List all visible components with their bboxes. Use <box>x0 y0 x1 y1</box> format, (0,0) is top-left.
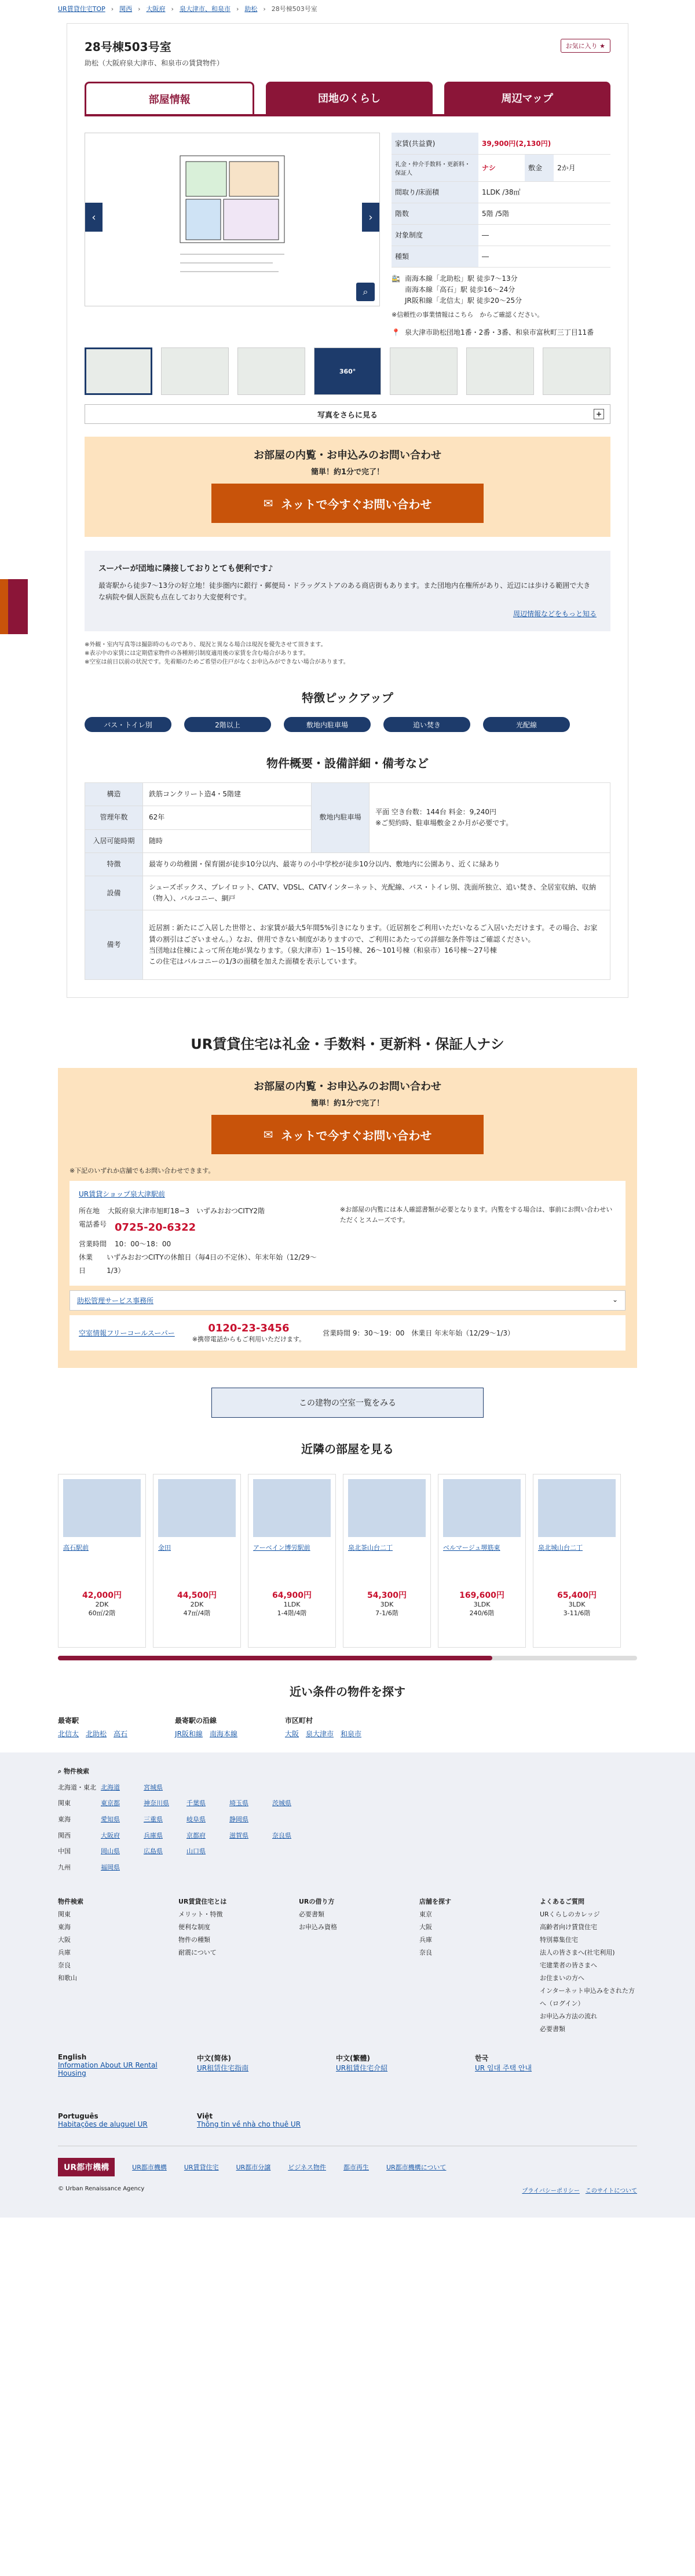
prefecture-link[interactable]: 奈良県 <box>272 1831 291 1839</box>
detail-value: 平面 空き台数：144台 料金：9,240円 ※ご契約時、駐車場敷金２か月が必要です。 <box>370 783 610 853</box>
nearby-photo <box>443 1479 521 1537</box>
nearby-plan: 3LDK <box>473 1600 491 1608</box>
footer-link[interactable]: 必要書類 <box>299 1911 324 1919</box>
free-call-note: ※携帯電話からもご利用いただけます。 <box>192 1335 306 1343</box>
shop-holiday: いずみおおつCITYの休館日（毎4日の不定休）、年末年始（12/29〜1/3） <box>107 1253 317 1275</box>
prefecture-link[interactable]: 岡山県 <box>101 1847 120 1856</box>
nearby-photo <box>538 1479 616 1537</box>
prefecture-link[interactable]: 茨城県 <box>272 1799 291 1807</box>
region-label: 東海 <box>58 1815 71 1823</box>
breadcrumb-link[interactable]: 関西 <box>119 5 133 13</box>
footer-bottom-link[interactable]: UR賃貸住宅 <box>184 2164 219 2172</box>
nearby-card[interactable] <box>248 1474 336 1648</box>
feature-pill: 追い焚き <box>383 717 470 732</box>
tab-community[interactable]: 団地のくらし <box>266 82 432 114</box>
language-name: Việt <box>197 2112 213 2121</box>
property-card <box>67 23 628 998</box>
nearby-scrollbar[interactable] <box>58 1656 637 1660</box>
footer-link[interactable]: 東海 <box>58 1923 71 1931</box>
search-icon: ⌕ <box>58 1767 62 1775</box>
region-label: 関西 <box>58 1831 71 1839</box>
spec-value: 5階 /5階 <box>478 203 610 224</box>
prefecture-link[interactable] <box>144 1863 184 1873</box>
pickup-list <box>85 717 610 732</box>
location-text: 泉大津市助松団地1番・2番・3番、和泉市富秋町三丁目11番 <box>404 328 594 337</box>
footer-columns <box>58 1896 637 2036</box>
rent-value: 39,900円(2,130円) <box>482 139 551 148</box>
nearby-plan: 3LDK <box>568 1600 586 1608</box>
footer-link[interactable]: 必要書類 <box>540 2025 565 2033</box>
region-label: 中国 <box>58 1847 71 1856</box>
cond-heading: 市区町村 <box>284 1716 313 1725</box>
footer-column-title[interactable]: 店舗を探す <box>419 1898 451 1906</box>
footer-link[interactable]: 便利な制度 <box>178 1923 210 1931</box>
cond-heading: 最寄駅 <box>58 1716 79 1725</box>
feature-pill: 2階以上 <box>184 717 271 732</box>
nearby-rent: 65,400円 <box>557 1590 597 1600</box>
feature-pill: 光配線 <box>483 717 570 732</box>
thumbnail[interactable] <box>390 347 458 395</box>
shop-key: 営業時間 <box>79 1240 107 1249</box>
nearby-area: 240/6階 <box>469 1609 495 1617</box>
page-title: 28号棟503号室 <box>85 40 171 54</box>
spec-table <box>392 133 610 268</box>
cond-link[interactable]: 南海本線 <box>209 1729 237 1738</box>
footer-bottom <box>58 2146 637 2176</box>
nearby-name[interactable]: ベルマージュ堺筋東 <box>443 1543 500 1552</box>
nearby-title: 近隣の部屋を見る <box>301 1441 394 1456</box>
prefecture-link[interactable]: 神奈川県 <box>144 1799 169 1807</box>
thumbnail[interactable] <box>161 347 229 395</box>
footer-link[interactable]: 奈良 <box>419 1949 432 1957</box>
footer-bottom-link[interactable]: 都市再生 <box>343 2164 369 2172</box>
prefecture-link[interactable] <box>229 1846 270 1857</box>
footer <box>0 1752 695 2218</box>
office-accordion[interactable] <box>70 1290 626 1311</box>
shop-key: 所在地 <box>79 1207 100 1216</box>
nearby-rent: 54,300円 <box>367 1590 407 1600</box>
inquiry-box <box>85 437 610 537</box>
nearby-card[interactable] <box>153 1474 241 1648</box>
spec-key: 間取り/床面積 <box>392 181 478 203</box>
thumbnail[interactable] <box>85 347 152 395</box>
promo-link[interactable]: 周辺情報などをもっと知る <box>513 609 597 618</box>
pin-icon: 📍 <box>392 328 400 337</box>
footer-column <box>419 1896 517 2036</box>
breadcrumb-link[interactable]: 助松 <box>244 5 258 13</box>
inquiry-button[interactable]: ✉ ネットで今すぐお問い合わせ <box>211 1115 484 1154</box>
cond-link[interactable]: 北信太 <box>58 1729 79 1738</box>
about-link[interactable]: このサイトについて <box>585 2188 637 2195</box>
spec-key: 階数 <box>392 203 478 224</box>
shop-phone[interactable]: 0725-20-6322 <box>115 1221 196 1234</box>
privacy-link[interactable]: プライバシーポリシー <box>522 2188 580 2195</box>
prefecture-link[interactable] <box>272 1863 313 1873</box>
footer-bottom-link[interactable]: UR都市機構について <box>386 2164 447 2172</box>
footer-link[interactable]: 高齢者向け賃貸住宅 <box>540 1923 597 1931</box>
language-item <box>58 2112 162 2128</box>
footer-link[interactable]: お住まいの方へ <box>540 1974 584 1982</box>
footer-link[interactable]: 兵庫 <box>419 1936 432 1944</box>
spec-value: 2か月 <box>554 154 610 181</box>
shop-key: 電話番号 <box>79 1220 107 1229</box>
cond-heading: 最寄駅の沿線 <box>175 1716 217 1725</box>
prefecture-link[interactable] <box>272 1814 313 1825</box>
detail-value: 最寄りの幼稚園・保育園が徒歩10分以内、最寄りの小中学校が徒歩10分以内、敷地内に公園あり、近くに緑あり <box>143 852 610 876</box>
prefecture-link[interactable]: 千葉県 <box>186 1799 206 1807</box>
detail-value: 随時 <box>143 829 312 852</box>
free-call-phone[interactable]: 0120-23-3456 <box>208 1322 290 1334</box>
nearby-card[interactable] <box>438 1474 526 1648</box>
shop-address: 大阪府泉大津市旭町18−3 いずみおおつCITY2階 <box>108 1207 265 1216</box>
detail-key: 構造 <box>85 783 143 806</box>
copyright: © Urban Renaissance Agency <box>58 2186 145 2193</box>
prefecture-link[interactable]: 山口県 <box>186 1847 206 1856</box>
floorplan-image <box>85 133 380 306</box>
language-link[interactable]: Information About UR Rental Housing <box>58 2061 158 2078</box>
nearby-plan: 2DK <box>190 1600 204 1608</box>
prev-arrow-icon[interactable]: ‹ <box>85 203 103 232</box>
region-grid <box>58 1783 637 1873</box>
footer-link[interactable]: お申込み資格 <box>299 1923 337 1931</box>
pickup-title: 特徴ピックアップ <box>302 691 393 705</box>
detail-value: シューズボックス、プレイロット、CATV、VDSL、CATVインターネット、光配線、バス・トイレ別、洗面所独立、追い焚き、全居室収納、収納（物入）、バルコニー、網戸 <box>143 876 610 910</box>
access-info <box>392 273 610 307</box>
inquiry-sub: 簡単！約1分で完了！ <box>310 468 385 477</box>
nearby-photo <box>253 1479 331 1537</box>
language-link[interactable]: UR租賃住宅介紹 <box>336 2064 388 2073</box>
thumbnail[interactable] <box>466 347 534 395</box>
plus-icon: + <box>594 409 604 419</box>
footer-link[interactable]: 宅建業者の皆さまへ <box>540 1962 597 1970</box>
detail-key: 管理年数 <box>85 806 143 829</box>
spec-key: 対象制度 <box>392 224 478 246</box>
spec-value: ― <box>478 246 610 267</box>
footer-link[interactable]: インターネット申込みをされた方へ（ログイン） <box>540 1987 635 2008</box>
nearby-name[interactable]: 金田 <box>158 1543 171 1552</box>
footer-bottom-link[interactable]: ビジネス物件 <box>288 2164 326 2172</box>
footer-link[interactable]: 兵庫 <box>58 1949 71 1957</box>
spec-key: 種類 <box>392 246 478 267</box>
prefecture-link[interactable]: 大阪府 <box>101 1831 120 1839</box>
footer-column <box>540 1896 637 2036</box>
footer-link[interactable]: 大阪 <box>58 1936 71 1944</box>
zoom-icon[interactable]: ⌕ <box>356 283 375 301</box>
feature-pill: 敷地内駐車場 <box>284 717 371 732</box>
train-icon: 🚉 <box>392 274 400 283</box>
cond-link[interactable]: 北助松 <box>86 1729 107 1738</box>
region-label: 九州 <box>58 1863 71 1871</box>
prefecture-link[interactable]: 滋賀県 <box>229 1831 248 1839</box>
prefecture-link[interactable] <box>186 1783 227 1793</box>
footer-column <box>58 1896 155 2036</box>
detail-table <box>85 782 610 980</box>
nearby-list <box>58 1474 637 1648</box>
shop-name-link[interactable]: UR賃貸ショップ泉大津駅前 <box>79 1190 165 1199</box>
nearby-area: 1-4階/4階 <box>277 1609 307 1617</box>
footer-link[interactable]: URくらしのカレッジ <box>540 1911 600 1919</box>
next-arrow-icon[interactable]: › <box>362 203 379 232</box>
spec-value: ナシ <box>478 154 525 181</box>
prefecture-link[interactable]: 北海道 <box>101 1783 120 1791</box>
spec-value: 1LDK /38㎡ <box>478 181 610 203</box>
language-name: 한국 <box>475 2054 489 2063</box>
detail-value: 近居割 : 新たにご入居した世帯と、お家賃が最大5年間5%引きになります。（近居割をご利用いただいなるご入居いただけます。その場合、お家賃の割引はございません。）なお、併用できない制度がありますので、ご利用にあたっての詳細な条件等はご確認ください。 当団地は住棟によって所在地が異なります。（泉大津市）1〜15号棟、26〜101号棟（和泉市）16号棟〜27号棟 この住宅はバルコニーの1/3の面積を加えた面積を表示しています。 <box>143 910 610 980</box>
region-search <box>58 1766 637 1873</box>
nearby-name[interactable]: 高石駅前 <box>63 1543 89 1552</box>
nearby-photo <box>348 1479 426 1537</box>
notes: ※外観・室内写真等は撮影時のものであり、現況と異なる場合は現況を優先させて頂きます。 ※表示中の家賃には定期借家物件の各種割引制度適用後の家賃を含む場合があります。 ※空室は前日以前の状況です。先着順のためご希望の住戸がなくお申込みができない場合があります。 <box>85 642 349 666</box>
nearby-name[interactable]: 泉北城山台二丁 <box>538 1543 583 1552</box>
nearby-card[interactable] <box>343 1474 431 1648</box>
nearby-card[interactable] <box>58 1474 146 1648</box>
language-name: English <box>58 2053 87 2062</box>
prefecture-link[interactable]: 静岡県 <box>229 1815 248 1823</box>
inquiry-note: ※下記のいずれか店舗でもお問い合わせできます。 <box>70 1167 215 1175</box>
feature-pill: バス・トイレ別 <box>85 717 171 732</box>
footer-column-title[interactable]: 物件検索 <box>58 1898 83 1906</box>
cond-title: 近い条件の物件を探す <box>290 1684 405 1699</box>
cond-link[interactable]: JR阪和線 <box>175 1729 203 1738</box>
nearby-plan: 1LDK <box>283 1600 301 1608</box>
promo-body: 最寄駅から徒歩7〜13分の好立地！徒歩圏内に銀行・郵便局・ドラッグストアのある商店街もあります。また団地内在権所があり、近辺には歩ける範囲で大きな病院や個人医院も点在しており大変便利です。 <box>98 581 591 602</box>
language-item <box>197 2053 301 2077</box>
language-item <box>58 2053 162 2077</box>
breadcrumb: UR賃貸住宅TOP › 関西 › 大阪府 › 泉大津市、和泉市 › 助松 › 28号棟503号室 <box>58 5 317 13</box>
language-item <box>336 2053 440 2077</box>
footer-link[interactable]: メリット・特徴 <box>178 1911 223 1919</box>
language-link[interactable]: Thông tin về nhà cho thuê UR <box>197 2120 301 2129</box>
cond-list <box>58 1715 637 1739</box>
detail-value: 鉄筋コンクリート造4・5階建 <box>143 783 312 806</box>
breadcrumb-link[interactable]: 大阪府 <box>146 5 166 13</box>
free-call <box>70 1315 626 1351</box>
shop-key: 休業日 <box>79 1253 93 1275</box>
inquiry-title: お部屋の内覧・お申込みのお問い合わせ <box>254 1081 441 1093</box>
tab-map[interactable]: 周辺マップ <box>444 82 610 114</box>
footer-link[interactable]: 和歌山 <box>58 1974 77 1982</box>
vacancy-list-button[interactable]: この建物の空室一覧をみる <box>211 1388 484 1418</box>
mail-icon: ✉ <box>263 496 273 511</box>
language-name: 中文(繁體) <box>336 2054 370 2063</box>
prefecture-link[interactable] <box>229 1863 270 1873</box>
more-photos-button[interactable]: 写真をさらに見る + <box>85 404 610 424</box>
detail-key: 設備 <box>85 876 143 910</box>
chevron-down-icon: ⌄ <box>612 1295 618 1304</box>
detail-key: 特徴 <box>85 852 143 876</box>
footer-bottom-link[interactable]: UR都市機構 <box>132 2164 167 2172</box>
spec-key: 礼金・仲介手数料・更新料・保証人 <box>392 154 478 181</box>
tab-room-info[interactable]: 部屋情報 <box>85 82 254 114</box>
office-link[interactable]: 助松管理サービス事務所 <box>77 1296 154 1305</box>
footer-link[interactable]: 法人の皆さまへ(社宅利用) <box>540 1949 615 1957</box>
detail-title: 物件概要・設備詳細・備考など <box>266 756 429 771</box>
language-link[interactable]: UR租赁住宅指南 <box>197 2064 249 2073</box>
property-address: 助松（大阪府泉大津市、和泉市の賃貸物件） <box>85 59 224 67</box>
shop-note: ※お部屋の内覧には本人確認書類が必要となります。内覧をする場合は、事前にお問い合わせいただくとスムーズです。 <box>339 1206 613 1224</box>
spec-panel <box>392 133 610 338</box>
footer-link[interactable]: 大阪 <box>419 1923 432 1931</box>
language-name: Português <box>58 2112 98 2121</box>
nearby-plan: 3DK <box>380 1600 394 1608</box>
copyright-row <box>58 2186 637 2194</box>
language-item <box>197 2112 301 2128</box>
nearby-area: 7-1/6階 <box>375 1609 398 1617</box>
cond-link[interactable]: 大阪 <box>284 1729 299 1738</box>
detail-key: 敷地内駐車場 <box>312 783 370 853</box>
nearby-rent: 64,900円 <box>272 1590 312 1600</box>
region-label: 関東 <box>58 1799 71 1807</box>
footer-column <box>178 1896 276 2036</box>
prefecture-link[interactable]: 兵庫県 <box>144 1831 163 1839</box>
prefecture-link[interactable]: 福岡県 <box>101 1863 120 1871</box>
nearby-area: 3-11/6階 <box>563 1609 591 1617</box>
nearby-plan: 2DK <box>95 1600 109 1608</box>
nearby-name[interactable]: アーベイン博労駅前 <box>253 1543 310 1552</box>
cond-link[interactable]: 高石 <box>114 1729 128 1738</box>
breadcrumb-current: 28号棟503号室 <box>271 5 317 13</box>
nearby-area: 47㎡/4階 <box>183 1609 211 1617</box>
detail-key: 備考 <box>85 910 143 980</box>
mail-icon: ✉ <box>263 1128 273 1142</box>
shop-hours: 10：00〜18：00 <box>115 1240 171 1249</box>
inquiry-section <box>58 1068 637 1367</box>
footer-column-title[interactable]: UR賃貸住宅とは <box>178 1898 227 1906</box>
footer-column <box>299 1896 396 2036</box>
promo-box <box>85 551 610 631</box>
thumbnail[interactable] <box>237 347 305 395</box>
spec-key: 敷金 <box>525 154 554 181</box>
logo[interactable]: UR都市機構 <box>58 2158 115 2176</box>
cond-link[interactable]: 泉大津市 <box>305 1729 334 1738</box>
prefecture-link[interactable] <box>229 1783 270 1793</box>
region-search-title: 物件検索 <box>64 1767 90 1775</box>
footer-link[interactable]: 奈良 <box>58 1962 71 1970</box>
thumbnail-360[interactable]: 360° <box>314 347 382 395</box>
footer-link[interactable]: 耐震について <box>178 1949 217 1957</box>
promo-title: スーパーが団地に隣接しておりとても便利です♪ <box>98 564 273 574</box>
inquiry-button[interactable]: ✉ ネットで今すぐお問い合わせ <box>211 484 484 523</box>
prefecture-link[interactable] <box>272 1783 313 1793</box>
footer-column-title[interactable]: URの借り方 <box>299 1898 335 1906</box>
language-link[interactable]: Habitações de aluguel UR <box>58 2120 148 2129</box>
language-links <box>58 2053 637 2128</box>
prefecture-link[interactable]: 東京都 <box>101 1799 120 1807</box>
prefecture-link[interactable] <box>186 1863 227 1873</box>
prefecture-link[interactable]: 京都府 <box>186 1831 206 1839</box>
nearby-card[interactable] <box>533 1474 621 1648</box>
spec-value: ― <box>478 224 610 246</box>
inquiry-sub: 簡単！約1分で完了！ <box>310 1099 385 1108</box>
free-call-hours: 営業時間 9：30〜19：00 休業日 年末年始（12/29〜1/3） <box>323 1329 515 1337</box>
nearby-name[interactable]: 泉北茶山台二丁 <box>348 1543 393 1552</box>
tab-bar <box>85 82 610 116</box>
side-banner[interactable] <box>0 579 28 634</box>
thumbnail-strip <box>85 347 610 395</box>
prefecture-link[interactable]: 宮城県 <box>144 1783 163 1791</box>
nearby-rent: 169,600円 <box>459 1590 504 1600</box>
nearby-area: 60㎡/2階 <box>88 1609 116 1617</box>
prefecture-link[interactable]: 三重県 <box>144 1815 163 1823</box>
language-link[interactable]: UR 임대 주택 안내 <box>475 2064 532 2073</box>
nearby-photo <box>63 1479 141 1537</box>
detail-key: 入居可能時期 <box>85 829 143 852</box>
prefecture-link[interactable]: 広島県 <box>144 1847 163 1856</box>
breadcrumb-link[interactable]: 泉大津市、和泉市 <box>179 5 231 13</box>
favorite-button[interactable]: お気に入り ★ <box>561 39 610 53</box>
access-text: 南海本線「北助松」駅 徒歩7〜13分 南海本線「高石」駅 徒歩16〜24分 JR阪和線「北信太」駅 徒歩20〜25分 <box>404 274 522 305</box>
shop-info <box>70 1181 626 1285</box>
prefecture-link[interactable]: 愛知県 <box>101 1815 120 1823</box>
location-info <box>392 327 610 338</box>
access-note: ※信頼性の事業情報はこちら からご確認ください。 <box>392 311 544 319</box>
nearby-rent: 44,500円 <box>177 1590 217 1600</box>
prefecture-link[interactable]: 岐阜県 <box>186 1815 206 1823</box>
spec-key: 家賃(共益費) <box>392 133 478 154</box>
footer-link[interactable]: 関東 <box>58 1911 71 1919</box>
footer-link[interactable]: 特別募集住宅 <box>540 1936 578 1944</box>
prefecture-link[interactable]: 埼玉県 <box>229 1799 248 1807</box>
language-name: 中文(简体) <box>197 2054 231 2063</box>
nearby-rent: 42,000円 <box>82 1590 122 1600</box>
inquiry-title: お部屋の内覧・お申込みのお問い合わせ <box>254 449 441 462</box>
footer-bottom-link[interactable]: UR都市分譲 <box>236 2164 271 2172</box>
footer-link[interactable]: お申込み方法の流れ <box>540 2012 597 2021</box>
big-heading: UR賃貸住宅は礼金・手数料・更新料・保証人ナシ <box>191 1036 504 1053</box>
thumbnail[interactable] <box>543 347 610 395</box>
nearby-photo <box>158 1479 236 1537</box>
detail-value: 62年 <box>143 806 312 829</box>
free-call-label[interactable]: 空室情報フリーコールスーパー <box>79 1329 175 1337</box>
prefecture-link[interactable] <box>272 1846 313 1857</box>
footer-link[interactable]: 物件の種類 <box>178 1936 210 1944</box>
language-item <box>475 2053 579 2077</box>
region-label: 北海道・東北 <box>58 1783 96 1791</box>
footer-column-title[interactable]: よくあるご質問 <box>540 1898 584 1906</box>
footer-link[interactable]: 東京 <box>419 1911 432 1919</box>
floorplan-drawing <box>157 144 308 295</box>
breadcrumb-link[interactable]: UR賃貸住宅TOP <box>58 5 105 13</box>
cond-link[interactable]: 和泉市 <box>340 1729 361 1738</box>
